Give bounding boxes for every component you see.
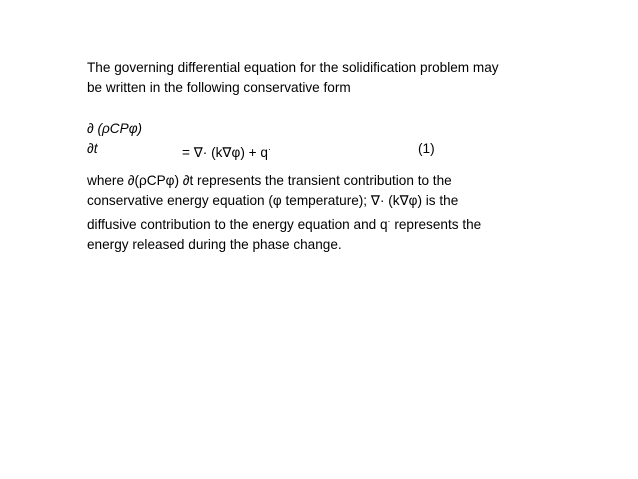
intro-line-1: The governing differential equation for the solidification problem may [87, 60, 499, 75]
equation-numerator-row [87, 119, 553, 139]
equation-number: (1) [418, 141, 435, 156]
explanation-line-4: energy released during the phase change. [87, 237, 342, 252]
equation-1 [87, 119, 553, 163]
equation-rhs [182, 139, 271, 163]
explanation-line-3-part-2: represents the [390, 217, 482, 232]
equation-rhs-dot: · [267, 144, 271, 154]
equation-rhs-text: = ∇· (k∇φ) + q [182, 145, 268, 160]
equation-denominator: ∂t [87, 141, 98, 156]
explanation-line-3-part-1: diffusive contribution to the energy equation and q [87, 217, 388, 232]
explanation-paragraph [87, 171, 553, 255]
explanation-line-1: where ∂(ρCPφ) ∂t represents the transient contribution to the [87, 173, 452, 188]
explanation-q-dot: · [387, 216, 391, 226]
equation-numerator: ∂ (ρCPφ) [87, 121, 143, 136]
intro-line-2: be written in the following conservative form [87, 80, 351, 95]
equation-main-row [87, 139, 553, 159]
explanation-line-2: conservative energy equation (φ temperature); ∇· (k∇φ) is the [87, 193, 459, 208]
intro-paragraph [87, 58, 553, 98]
explanation-line-3 [87, 211, 553, 235]
